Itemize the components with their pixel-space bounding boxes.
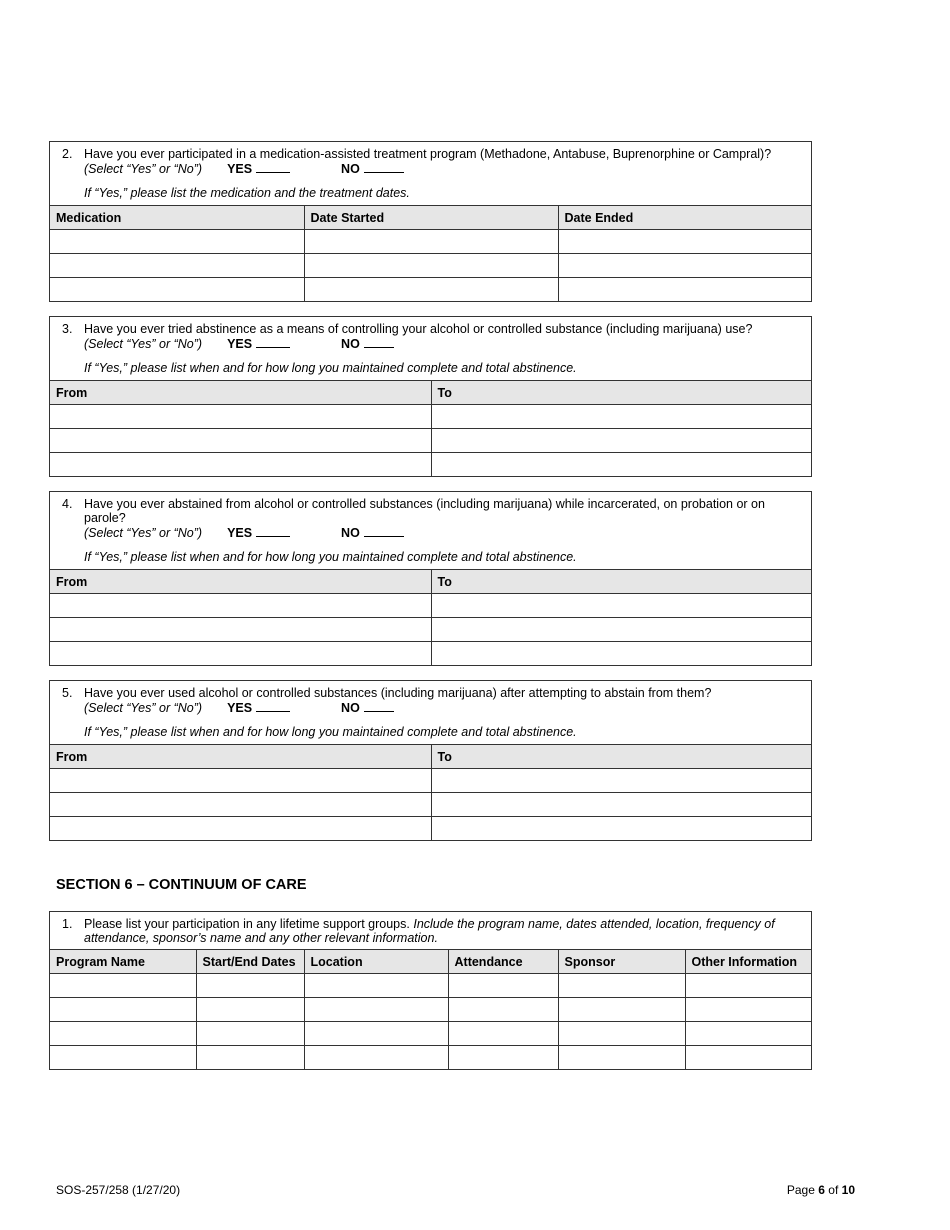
question-5-no-field[interactable] xyxy=(364,700,394,712)
table-cell[interactable] xyxy=(431,817,811,841)
question-5-yes-label: YES xyxy=(227,701,253,715)
column-header-medication: Medication xyxy=(50,206,304,230)
table-row xyxy=(50,278,811,302)
section-6-title: SECTION 6 – CONTINUUM OF CARE xyxy=(56,877,307,893)
table-cell[interactable] xyxy=(196,998,304,1022)
column-header-attendance: Attendance xyxy=(448,950,558,974)
table-cell[interactable] xyxy=(50,453,431,477)
table-row xyxy=(50,1046,811,1070)
table-row xyxy=(50,230,811,254)
question-4-no-field[interactable] xyxy=(364,525,404,537)
table-cell[interactable] xyxy=(685,1046,811,1070)
table-cell[interactable] xyxy=(50,974,196,998)
table-cell[interactable] xyxy=(431,618,811,642)
table-row xyxy=(50,405,811,429)
question-4-header xyxy=(50,492,811,569)
question-2-select-hint: (Select “Yes” or “No”) xyxy=(84,162,203,176)
table-cell[interactable] xyxy=(304,254,558,278)
table-cell[interactable] xyxy=(196,1022,304,1046)
question-2-header xyxy=(50,142,811,205)
table-cell[interactable] xyxy=(304,998,448,1022)
question-3-select-hint: (Select “Yes” or “No”) xyxy=(84,337,203,351)
table-row xyxy=(50,769,811,793)
table-cell[interactable] xyxy=(50,817,431,841)
table-cell[interactable] xyxy=(558,254,811,278)
column-header-to: To xyxy=(431,381,811,405)
question-2-no-label: NO xyxy=(341,162,360,176)
question-3-select-row xyxy=(84,336,803,351)
page-prefix: Page xyxy=(786,1183,815,1197)
table-row xyxy=(50,618,811,642)
question-5-text: Have you ever used alcohol or controlled substances (including marijuana) after attempting to abstain from them? xyxy=(84,686,712,700)
table-cell[interactable] xyxy=(50,1022,196,1046)
question-4-select-row xyxy=(84,525,803,540)
table-header-row xyxy=(50,206,811,230)
table-cell[interactable] xyxy=(685,974,811,998)
question-5-select-hint: (Select “Yes” or “No”) xyxy=(84,701,203,715)
column-header-program-name: Program Name xyxy=(50,950,196,974)
question-2-no-field[interactable] xyxy=(364,161,404,173)
section-6-question-1-number: 1. xyxy=(62,917,73,931)
question-2-table xyxy=(50,205,811,301)
table-cell[interactable] xyxy=(50,230,304,254)
table-row xyxy=(50,793,811,817)
table-row xyxy=(50,998,811,1022)
table-cell[interactable] xyxy=(431,429,811,453)
column-header-from: From xyxy=(50,745,431,769)
table-cell[interactable] xyxy=(304,1046,448,1070)
question-2-text: Have you ever participated in a medication-assisted treatment program (Methadone, Antabuse, Buprenorphine or Campral)? xyxy=(84,147,772,161)
section-6-question-1-instructions: Include the program name, dates attended, location, frequency of attendance, sponsor’s name and any other relevant information. xyxy=(84,917,775,945)
table-cell[interactable] xyxy=(50,405,431,429)
table-cell[interactable] xyxy=(304,974,448,998)
table-cell[interactable] xyxy=(50,998,196,1022)
question-5-number: 5. xyxy=(62,686,73,700)
column-header-from: From xyxy=(50,570,431,594)
question-3-no-field[interactable] xyxy=(364,336,394,348)
question-2-yes-label: YES xyxy=(227,162,253,176)
question-5-table xyxy=(50,744,811,840)
question-4-no-label: NO xyxy=(341,526,360,540)
question-4-table xyxy=(50,569,811,665)
question-2-number: 2. xyxy=(62,147,73,161)
question-2-yes-field[interactable] xyxy=(256,161,290,173)
table-row xyxy=(50,254,811,278)
page-current: 6 xyxy=(818,1183,825,1197)
table-cell[interactable] xyxy=(50,254,304,278)
table-row xyxy=(50,974,811,998)
question-5-header xyxy=(50,681,811,744)
question-4-text: Have you ever abstained from alcohol or controlled substances (including marijuana) while incarcerated, on probation or on parole? xyxy=(84,497,765,525)
table-header-row xyxy=(50,950,811,974)
table-cell[interactable] xyxy=(431,405,811,429)
page-total: 10 xyxy=(841,1183,855,1197)
table-cell[interactable] xyxy=(448,1046,558,1070)
table-cell[interactable] xyxy=(431,793,811,817)
table-cell[interactable] xyxy=(448,1022,558,1046)
table-cell[interactable] xyxy=(558,998,685,1022)
table-cell[interactable] xyxy=(304,230,558,254)
question-3-table xyxy=(50,380,811,476)
question-5-box xyxy=(49,680,812,841)
table-cell[interactable] xyxy=(558,974,685,998)
section-6-question-1-box xyxy=(49,911,812,1070)
question-3-text: Have you ever tried abstinence as a means of controlling your alcohol or controlled substance (including marijuana) use? xyxy=(84,322,753,336)
question-3-yes-field[interactable] xyxy=(256,336,290,348)
question-3-if-yes: If “Yes,” please list when and for how long you maintained complete and total abstinence. xyxy=(84,361,577,375)
table-cell[interactable] xyxy=(431,642,811,666)
table-cell[interactable] xyxy=(50,618,431,642)
table-cell[interactable] xyxy=(50,429,431,453)
table-cell[interactable] xyxy=(431,453,811,477)
table-cell[interactable] xyxy=(50,642,431,666)
table-cell[interactable] xyxy=(304,278,558,302)
table-cell[interactable] xyxy=(50,594,431,618)
question-4-box xyxy=(49,491,812,666)
question-2-if-yes: If “Yes,” please list the medication and the treatment dates. xyxy=(84,186,410,200)
question-3-header xyxy=(50,317,811,380)
table-cell[interactable] xyxy=(558,278,811,302)
column-header-date-ended: Date Ended xyxy=(558,206,811,230)
question-5-no-label: NO xyxy=(341,701,360,715)
form-id: SOS-257/258 (1/27/20) xyxy=(56,1183,181,1197)
table-cell[interactable] xyxy=(196,974,304,998)
table-row xyxy=(50,453,811,477)
table-header-row xyxy=(50,381,811,405)
question-3-yes-label: YES xyxy=(227,337,253,351)
table-cell[interactable] xyxy=(685,1022,811,1046)
column-header-sponsor: Sponsor xyxy=(558,950,685,974)
table-header-row xyxy=(50,745,811,769)
page-of: of xyxy=(828,1183,839,1197)
question-4-number: 4. xyxy=(62,497,73,511)
table-cell[interactable] xyxy=(558,1046,685,1070)
section-6-question-1-header xyxy=(50,912,811,949)
table-row xyxy=(50,642,811,666)
table-cell[interactable] xyxy=(431,594,811,618)
question-2-box xyxy=(49,141,812,302)
column-header-other-information: Other Information xyxy=(685,950,811,974)
table-cell[interactable] xyxy=(304,1022,448,1046)
question-5-yes-field[interactable] xyxy=(256,700,290,712)
section-6-table xyxy=(50,949,811,1069)
question-2-select-row xyxy=(84,161,803,176)
question-3-box xyxy=(49,316,812,477)
table-row xyxy=(50,429,811,453)
column-header-to: To xyxy=(431,745,811,769)
section-6-question-1-text: Please list your participation in any lifetime support groups. xyxy=(84,917,410,931)
table-cell[interactable] xyxy=(196,1046,304,1070)
table-row xyxy=(50,594,811,618)
table-cell[interactable] xyxy=(448,974,558,998)
column-header-to: To xyxy=(431,570,811,594)
table-cell[interactable] xyxy=(50,1046,196,1070)
table-row xyxy=(50,817,811,841)
question-4-yes-field[interactable] xyxy=(256,525,290,537)
column-header-start-end-dates: Start/End Dates xyxy=(196,950,304,974)
table-cell[interactable] xyxy=(558,230,811,254)
table-cell[interactable] xyxy=(685,998,811,1022)
question-4-yes-label: YES xyxy=(227,526,253,540)
question-3-number: 3. xyxy=(62,322,73,336)
table-cell[interactable] xyxy=(50,769,431,793)
question-4-if-yes: If “Yes,” please list when and for how long you maintained complete and total abstinence. xyxy=(84,550,577,564)
table-row xyxy=(50,1022,811,1046)
column-header-date-started: Date Started xyxy=(304,206,558,230)
column-header-from: From xyxy=(50,381,431,405)
table-header-row xyxy=(50,570,811,594)
question-5-select-row xyxy=(84,700,803,715)
table-cell[interactable] xyxy=(558,1022,685,1046)
table-cell[interactable] xyxy=(50,278,304,302)
table-cell[interactable] xyxy=(50,793,431,817)
column-header-location: Location xyxy=(304,950,448,974)
table-cell[interactable] xyxy=(431,769,811,793)
question-5-if-yes: If “Yes,” please list when and for how long you maintained complete and total abstinence. xyxy=(84,725,577,739)
page-number xyxy=(787,1183,855,1197)
question-3-no-label: NO xyxy=(341,337,360,351)
question-4-select-hint: (Select “Yes” or “No”) xyxy=(84,526,203,540)
table-cell[interactable] xyxy=(448,998,558,1022)
